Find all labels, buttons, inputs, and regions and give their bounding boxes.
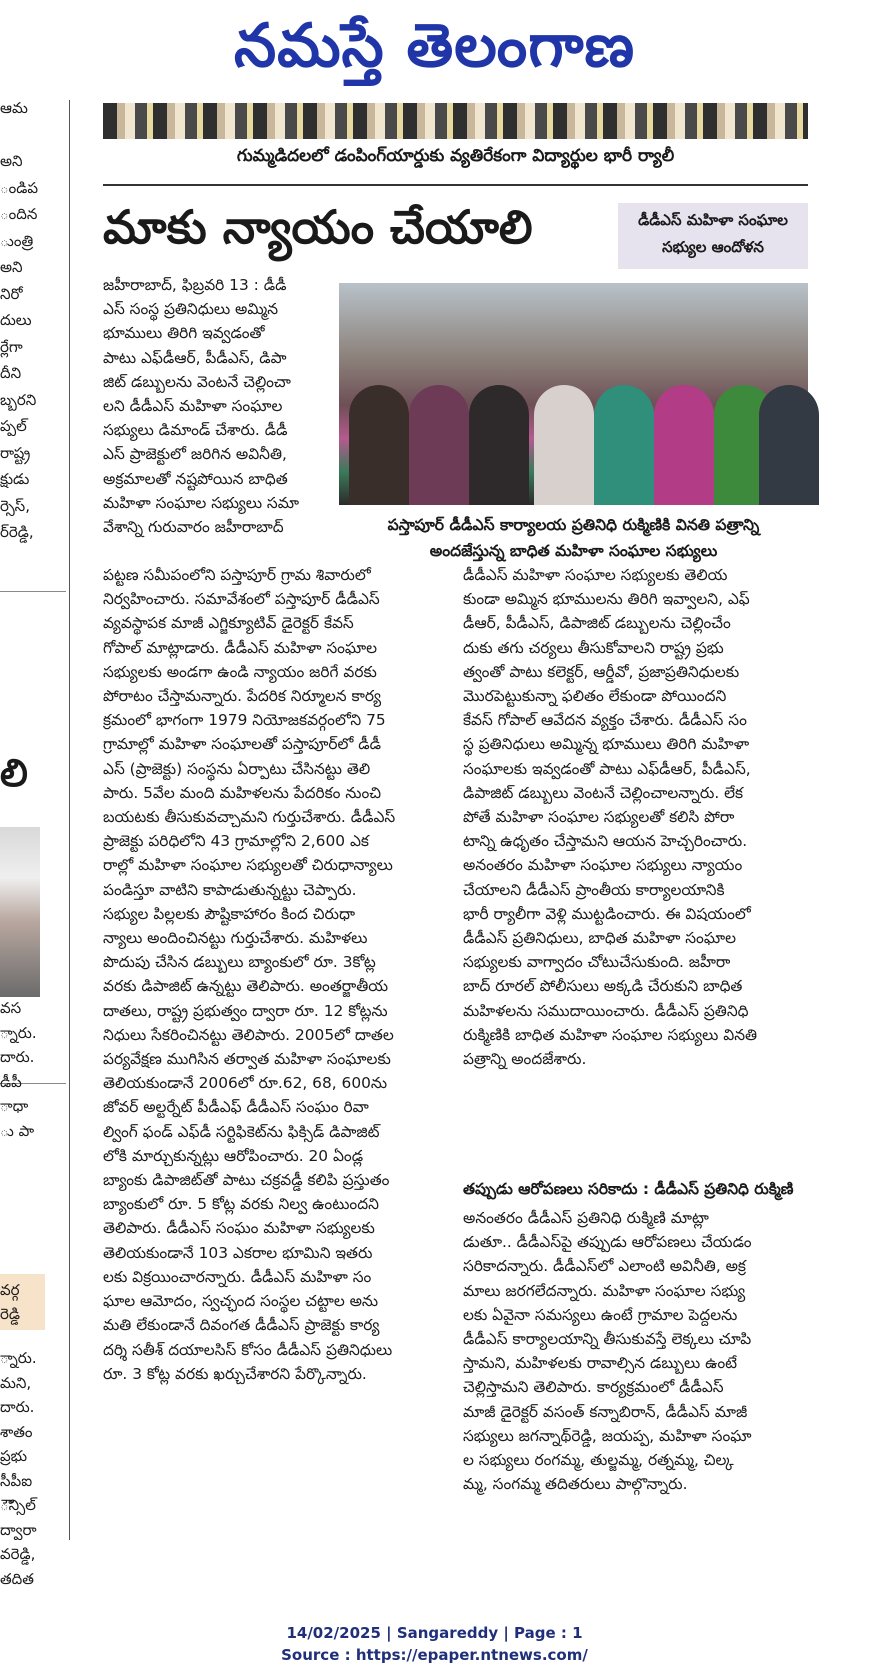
text-line: డీఆర్, పీడీఎస్, డిపాజిట్ డబ్బులను చెల్లించేం — [463, 614, 731, 633]
edition-info: 14/02/2025 | Sangareddy | Page : 1 — [286, 1624, 583, 1642]
text-line: స్థ ప్రతినిధులు అమ్మిన్న భూములు తిరిగి మహిళా — [463, 735, 750, 754]
text-line: సంఘాలకు ఇవ్వడంతో పాటు ఎఫ్‌డీఆర్, పీడీఎస్, — [463, 759, 751, 778]
text-line: పొదుపు చేసిన డబ్బులు బ్యాంకులో రూ. 3కోట్ల — [103, 953, 376, 972]
text-line: న్యాలు అందించినట్టు గుర్తుచేశారు. మహిళలు — [103, 929, 368, 948]
text-line: సరికాదన్నారు. డీడీఎస్‌లో ఎలాంటి అవినీతి, అక్ర — [463, 1257, 746, 1276]
rally-photo — [103, 103, 808, 139]
photo-figure — [409, 385, 469, 505]
text-line: కుండా అమ్మిన భూములను తిరిగి ఇవ్వాలని, ఎఫ్ — [463, 590, 750, 609]
text-line: భారీ ర్యాలీగా వెళ్లి ముట్టడించారు. ఈ విషయంలో — [463, 904, 751, 923]
cropped-text-fragment: ్నారు. — [0, 1023, 37, 1042]
cropped-text-fragment: ర్సెస్, — [0, 496, 30, 515]
text-line: నిధులు సేకరించినట్టు తెలిపారు. 2005లో దాతల — [103, 1025, 394, 1044]
text-line: బయటకు తీసుకువచ్చామని గుర్తుచేశారు. డీడీఎస్ — [103, 808, 396, 827]
photo-figure — [349, 385, 409, 505]
text-line: భూములు తిరిగి ఇవ్వడంతో — [103, 324, 265, 343]
cropped-text-fragment: తదిత — [0, 1569, 34, 1588]
text-line: మహిళా సంఘాల సభ్యులు సమా — [103, 493, 299, 512]
text-line: తెలిపారు. డీడీఎస్ సంఘం మహిళా సభ్యులకు — [103, 1219, 375, 1238]
text-line: పోరాటం చేస్తామన్నారు. పేదరిక నిర్మూలన కార్య — [103, 687, 382, 706]
kicker-line: సభ్యుల ఆందోళన — [662, 238, 764, 256]
cropped-text-fragment: ౌన్సిల్ — [0, 1496, 36, 1514]
cropped-text-fragment: ప్రభు — [0, 1447, 28, 1465]
article-column-2-continued — [463, 1206, 808, 1496]
text-line: ఘాల ఆమోదం, స్వచ్ఛంద సంస్థల చట్టాల అను — [103, 1292, 379, 1311]
text-line: కేవస్ గోపాల్ ఆవేదన వ్యక్తం చేశారు. డీడీఎస్ సం — [463, 711, 747, 730]
text-line: లని డీడీఎస్ మహిళా సంఘాల — [103, 397, 283, 416]
text-line: జోవర్ అల్టర్నేట్ పీడీఎఫ్ డీడీఎస్ సంఘం రివా — [103, 1098, 369, 1117]
cropped-text-fragment: శాతం — [0, 1422, 33, 1441]
kicker-line: డీడీఎస్ మహిళా సంఘాల — [638, 211, 788, 229]
cropped-photo — [0, 827, 40, 997]
cropped-text-fragment: డీపీ — [0, 1072, 22, 1091]
article-headline: మాకు న్యాయం చేయాలి — [103, 200, 533, 254]
text-line: అనంతరం మహిళా సంఘాల సభ్యులు న్యాయం — [463, 856, 743, 875]
text-line: లోకి మార్చుకున్నట్లు ఆరోపించారు. 20 ఏండ్ల — [103, 1146, 364, 1165]
text-line: దాతలు, రాష్ట్ర ప్రభుత్వం ద్వారా రూ. 12 కోట్లను — [103, 1001, 388, 1020]
text-line: దర్శి సతీశ్ దయాలసిస్ కోసం డీడీఎస్ ప్రతినిధులు — [103, 1340, 393, 1359]
text-line: వ్యవస్థాపక మాజీ ఎగ్జిక్యూటివ్ డైరెక్టర్ కేవస్ — [103, 614, 354, 633]
photo-figure — [469, 385, 529, 505]
article-column-1-top — [103, 273, 333, 539]
cropped-text-fragment: ్నారు. — [0, 1349, 37, 1367]
rally-photo-caption: గుమ్మడిదలలో డంపింగ్‌యార్డుకు వ్యతిరేకంగా విద్యార్థుల భారీ ర్యాలీ — [236, 146, 675, 166]
text-line: డిపాజిట్ డబ్బులు వెంటనే చెల్లించాలన్నారు. లేక — [463, 783, 744, 802]
article-photo — [339, 283, 808, 505]
text-line: వరకు డిపాజిట్ ఉన్నట్టు తెలిపారు. అంతర్జాతీయ — [103, 977, 389, 996]
cropped-text-fragment: ందిన — [0, 205, 38, 223]
photo-figure — [594, 385, 654, 505]
text-line: పాటు ఎఫ్‌డీఆర్, పీడీఎస్, డిపా — [103, 348, 287, 367]
text-line: చేయాలని డీడీఎస్ ప్రాంతీయ కార్యాలయానికి — [463, 880, 725, 899]
text-line: మొరపెట్టుకున్నా ఫలితం లేకుండా పోయిందని — [463, 687, 727, 706]
caption-line: పస్తాపూర్ డీడీఎస్ కార్యాలయ ప్రతినిధి రుక్మిణికి వినతి పత్రాన్ని — [387, 516, 760, 534]
text-line: నిర్వహించారు. సమావేశంలో పస్తాపూర్ డీడీఎస్ — [103, 590, 380, 609]
cropped-headline: లి — [0, 751, 28, 795]
text-line: టాన్ని ఉధృతం చేస్తామని ఆయన హెచ్చరించారు. — [463, 832, 748, 851]
text-line: బ్యాంకులో రూ. 5 కోట్ల వరకు నిల్వ ఉంటుందని — [103, 1195, 379, 1214]
text-line: ల్వింగ్ ఫండ్ ఎఫ్‌డీ సర్టిఫికెట్‌ను ఫిక్సిడ్ డిపాజిట్ — [103, 1122, 380, 1141]
text-line: సభ్యుల పిల్లలకు పౌష్టికాహారం కింద చిరుధా — [103, 904, 355, 923]
cropped-text-fragment: దీని — [0, 364, 22, 382]
text-line: లకు ఏవైనా సమస్యలు ఉంటే గ్రామాల పెద్దలను — [463, 1305, 738, 1324]
text-line: సభ్యులు జగన్నాథ్‌రెడ్డి, జయప్ప, మహిళా సంఘా — [463, 1426, 752, 1445]
cropped-text-fragment: క్షుడు — [0, 470, 30, 488]
cropped-text-fragment: నిరో — [0, 284, 23, 303]
text-line: పర్యవేక్షణ ముగిసిన తర్వాత మహిళా సంఘాలకు — [103, 1050, 391, 1069]
text-line: డీడీఎస్ ప్రతినిధులు, బాధిత మహిళా సంఘాల — [463, 929, 736, 948]
article-photo-caption — [339, 512, 808, 564]
cropped-text-fragment: ాధా — [0, 1097, 29, 1115]
cropped-text-fragment: ఆమ — [0, 99, 28, 117]
cropped-text-fragment: సీపీఐ — [0, 1471, 33, 1490]
text-line: తెలియకుండానే 103 ఎకరాల భూమిని ఇతరు — [103, 1243, 373, 1262]
text-line: డుతూ.. డీడీఎస్‌పై తప్పుడు ఆరోపణలు చేయడం — [463, 1233, 752, 1252]
text-line: ల సభ్యులు రంగమ్మ, తుల్జమ్మ, రత్నమ్మ, చిల్క — [463, 1451, 734, 1470]
text-line: మతి లేకుండానే దివంగత డీడీఎస్ ప్రాజెక్టు కార్య — [103, 1316, 380, 1335]
text-line: గ్రామాల్లో మహిళా సంఘాలతో పస్తాపూర్‌లో డీడీ — [103, 735, 382, 754]
cropped-text-fragment: వరెడ్డి, — [0, 1545, 36, 1563]
text-line: రుక్మిణికి బాధిత మహిళా సంఘాల సభ్యులు వినతి — [463, 1025, 758, 1044]
text-line: డీడీఎస్ కార్యాలయాన్ని తీసుకువస్తే లెక్కలు చూపి — [463, 1330, 752, 1349]
text-line: రాల్లో మహిళా సంఘాల సభ్యులతో చిరుధాన్యాలు — [103, 856, 393, 875]
photo-figure — [759, 385, 819, 505]
text-line: అనంతరం డీడీఎస్ ప్రతినిధి రుక్మిణి మాట్లా — [463, 1209, 709, 1227]
text-line: బ్యాంకు డిపాజిట్‌తో పాటు చక్రవడ్డీ కలిపి ప్రస్తుతం — [103, 1171, 390, 1190]
source-link[interactable]: Source : https://epaper.ntnews.com/ — [281, 1646, 588, 1664]
cropped-text-fragment: వస — [0, 999, 22, 1017]
cropped-text-fragment: ర్లేగా — [0, 337, 23, 356]
photo-figure — [534, 385, 594, 505]
text-line: ఎస్ సంస్థ ప్రతినిధులు అమ్మిన — [103, 300, 279, 319]
cropped-text-fragment: బ్బరని — [0, 390, 37, 409]
text-line: లకు విక్రయించారన్నారు. డీడీఎస్ మహిళా సం — [103, 1267, 372, 1286]
cropped-text-fragment: దారు. — [0, 1048, 35, 1066]
cropped-text-fragment: ుంత్రి — [0, 231, 34, 250]
page-footer — [0, 1622, 869, 1666]
text-line: ఎస్ ప్రాజెక్టులో జరిగిన అవినీతి, — [103, 445, 287, 464]
text-line: పండిస్తూ వాటిని కాపాడుతున్నట్టు చెప్పారు. — [103, 880, 357, 899]
text-line: వేశాన్ని గురువారం జహీరాబాద్ — [103, 518, 284, 537]
photo-figure — [654, 385, 714, 505]
text-line: స్తామని, మహిళలకు రావాల్సిన డబ్బులు ఉంటే — [463, 1354, 738, 1373]
article-kicker — [618, 203, 808, 269]
text-line: జిట్ డబ్బులను వెంటనే చెల్లించా — [103, 372, 291, 391]
text-line: రూ. 3 కోట్ల వరకు ఖర్చుచేశారని పేర్కొన్నారు. — [103, 1364, 367, 1383]
cropped-text-fragment: దారు. — [0, 1398, 35, 1416]
text-line: చెల్లిస్తామని తెలిపారు. కార్యక్రమంలో డీడీఎస్ — [463, 1378, 724, 1397]
cropped-text-fragment: దులు — [0, 311, 32, 329]
article-column-2 — [463, 563, 808, 1071]
cropped-text-fragment: ద్వారా — [0, 1520, 37, 1539]
text-line: క్రమంలో భాగంగా 1979 నియోజకవర్గంలోని 75 — [103, 711, 386, 730]
text-line: ప్రాజెక్టు పరిధిలోని 43 గ్రామాల్లోని 2,600 ఎక — [103, 832, 369, 851]
text-line: బాద్ రూరల్ పోలీసులు అక్కడి చేరుకుని బాధిత — [463, 977, 743, 996]
text-line: డీడీఎస్ మహిళా సంఘాల సభ్యులకు తెలియ — [463, 566, 728, 584]
masthead — [0, 0, 869, 92]
text-line: తెలియకుండానే 2006లో రూ.62, 68, 600ను — [103, 1074, 388, 1093]
text-line: సభ్యులకు అండగా ఉండి న్యాయం జరిగే వరకు — [103, 662, 377, 681]
text-line: మాలు జరగలేదన్నారు. మహిళా సంఘాల సభ్యు — [463, 1281, 746, 1300]
cropped-text-fragment: వర్గ — [0, 1281, 20, 1299]
text-line: పారు. 5వేల మంది మహిళలను పేదరికం నుంచి — [103, 783, 382, 802]
cropped-text-fragment: ండిప — [0, 178, 39, 197]
text-line: అక్రమాలతో నష్టపోయిన బాధిత — [103, 469, 288, 488]
cropped-text-fragment: ు పా — [0, 1121, 35, 1140]
text-line: మహిళలను సముదాయించారు. డీడీఎస్ ప్రతినిధి — [463, 1001, 749, 1020]
text-line: దుకు తగు చర్యలు తీసుకోవాలని రాష్ట్ర ప్రభు — [463, 638, 724, 657]
text-line: గోపాల్ మాట్లాడారు. డీడీఎస్ మహిళా సంఘాల — [103, 638, 378, 657]
text-line: పోతే మహిళా సంఘాల సభ్యులతో కలిసి పోరా — [463, 808, 735, 827]
text-line: పత్రాన్ని అందజేశారు. — [463, 1050, 587, 1069]
section-rule — [103, 184, 808, 186]
cropped-text-fragment: అని — [0, 258, 23, 276]
text-line: మాజీ డైరెక్టర్ వసంత్ కన్నాబిరాన్, డీడీఎస్ మాజీ — [463, 1402, 748, 1421]
text-line: ఎస్ (ప్రాజెక్టు) సంస్థను ఏర్పాటు చేసినట్టు తెలి — [103, 759, 371, 778]
caption-line: అందజేస్తున్న బాధిత మహిళా సంఘాల సభ్యులు — [429, 542, 718, 560]
text-line: మ్మ, సంగమ్మ తదితరులు పాల్గొన్నారు. — [463, 1475, 688, 1494]
cropped-text-fragment: మని, — [0, 1373, 32, 1392]
column-rule — [0, 591, 66, 592]
cropped-text-fragment: ర్‌రెడ్డి, — [0, 523, 34, 541]
text-line: పట్టణ సమీపంలోని పస్తాపూర్ గ్రామ శివారులో — [103, 566, 371, 584]
newspaper-title: నమస్తే తెలంగాణ — [233, 11, 636, 81]
cropped-text-fragment: అని — [0, 152, 23, 170]
cropped-text-fragment: ప్పల్ — [0, 417, 27, 435]
left-cropped-column — [0, 96, 66, 1588]
text-line: జహీరాబాద్, ఫిబ్రవరి 13 : డీడీ — [103, 276, 287, 294]
article-subheading: తప్పుడు ఆరోపణలు సరికాదు : డీడీఎస్ ప్రతినిధి రుక్మిణి — [463, 1180, 794, 1198]
text-line: సభ్యులకు వాగ్వాదం చోటుచేసుకుంది. జహీరా — [463, 953, 731, 972]
cropped-text-fragment: రెడ్డి — [0, 1305, 20, 1323]
text-line: సభ్యులు డిమాండ్ చేశారు. డీడీ — [103, 421, 288, 440]
cropped-text-fragment: రాష్ట్ర — [0, 443, 31, 462]
column-separator — [69, 100, 70, 1540]
article-column-1 — [103, 563, 448, 1386]
text-line: త్వంతో పాటు కలెక్టర్, ఆర్డీవో, ప్రజాప్రతినిధులకు — [463, 662, 740, 681]
